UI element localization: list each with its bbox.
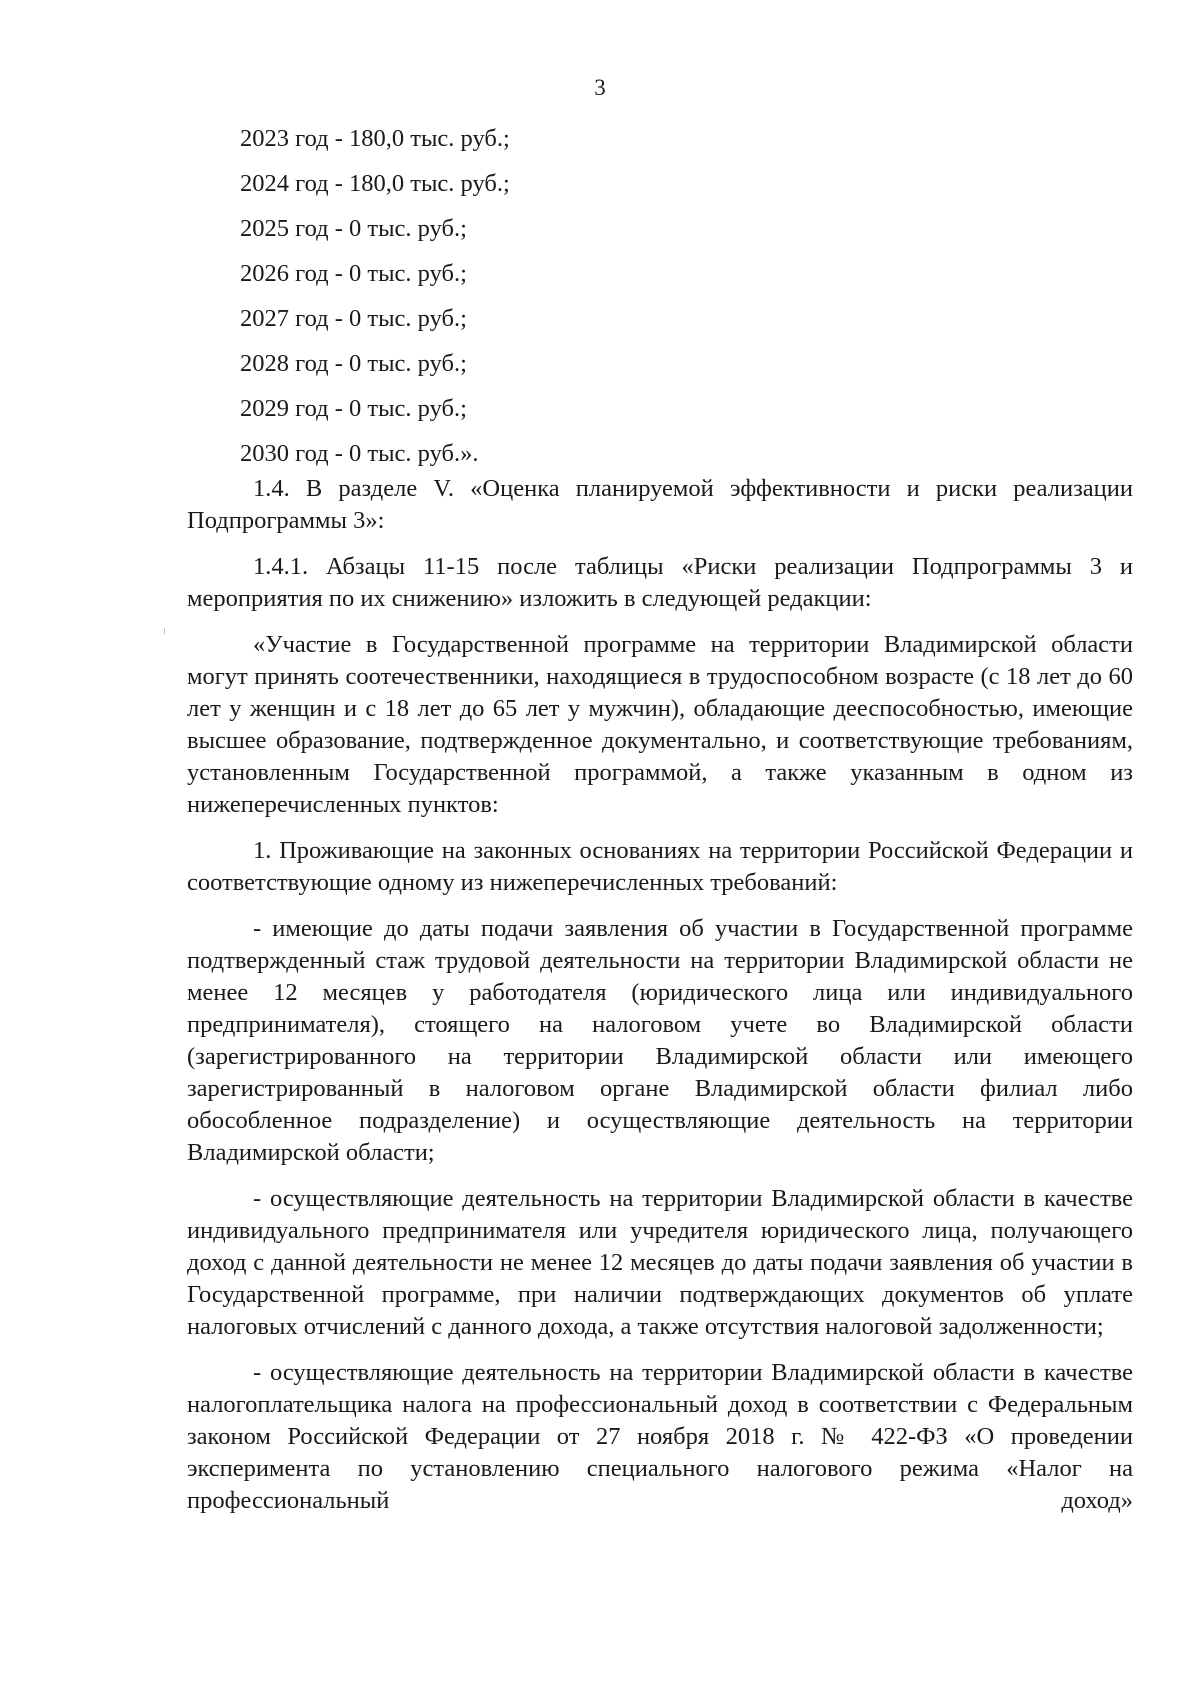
funding-line-2030: 2030 год - 0 тыс. руб.». [240, 440, 479, 467]
funding-by-year-list [187, 116, 1133, 476]
paragraph-section-1-4: 1.4. В разделе V. «Оценка планируемой эффективности и риски реализации Подпрограммы 3»: [187, 475, 1133, 534]
funding-line-2026: 2026 год - 0 тыс. руб.; [240, 260, 467, 287]
funding-line-2027: 2027 год - 0 тыс. руб.; [240, 305, 467, 332]
scan-margin-mark [164, 628, 165, 634]
funding-line-2029: 2029 год - 0 тыс. руб.; [240, 395, 467, 422]
paragraph-participation: «Участие в Государственной программе на территории Владимирской области могут принять соотечественники, находящиеся в трудоспособном возрасте (с 18 лет до 60 лет у женщин и с 18 лет до 65 лет у мужчин), обладающие дееспособностью, имеющие высшее образование, подтвержденное документально, и соответствующие требованиям, установленным Государственной программой, а также указанным в одном из нижеперечисленных пунктов: [187, 631, 1133, 818]
paragraph-item-1: 1. Проживающие на законных основаниях на территории Российской Федерации и соответствующие одному из нижеперечисленных требований: [187, 837, 1133, 896]
paragraph-section-1-4-1: 1.4.1. Абзацы 11-15 после таблицы «Риски реализации Подпрограммы 3 и мероприятия по их снижению» изложить в следующей редакции: [187, 553, 1133, 612]
funding-line-2023: 2023 год - 180,0 тыс. руб.; [240, 125, 510, 152]
funding-line-2028: 2028 год - 0 тыс. руб.; [240, 350, 467, 377]
document-body [187, 473, 1133, 1531]
paragraph-dash-2: - осуществляющие деятельность на территории Владимирской области в качестве индивидуального предпринимателя или учредителя юридического лица, получающего доход с данной деятельности не менее 12 месяцев до даты подачи заявления об участии в Государственной программе, при наличии подтверждающих документов об уплате налоговых отчислений с данного дохода, а также отсутствия налоговой задолженности; [187, 1185, 1133, 1340]
paragraph-dash-1: - имеющие до даты подачи заявления об участии в Государственной программе подтвержденный стаж трудовой деятельности на территории Владимирской области не менее 12 месяцев у работодателя (юридического лица или индивидуального предпринимателя), стоящего на налоговом учете во Владимирской области (зарегистрированного на территории Владимирской области или имеющего зарегистрированный в налоговом органе Владимирской области филиал либо обособленное подразделение) и осуществляющие деятельность на территории Владимирской области; [187, 915, 1133, 1166]
funding-line-2024: 2024 год - 180,0 тыс. руб.; [240, 170, 510, 197]
funding-line-2025: 2025 год - 0 тыс. руб.; [240, 215, 467, 242]
paragraph-dash-3: - осуществляющие деятельность на территории Владимирской области в качестве налогоплательщика налога на профессиональный доход в соответствии с Федеральным законом Российской Федерации от 27 ноября 2018 г. № 422-ФЗ «О проведении эксперимента по установлению специального налогового режима «Налог на профессиональный доход» [187, 1359, 1133, 1514]
page-number: 3 [594, 75, 606, 100]
